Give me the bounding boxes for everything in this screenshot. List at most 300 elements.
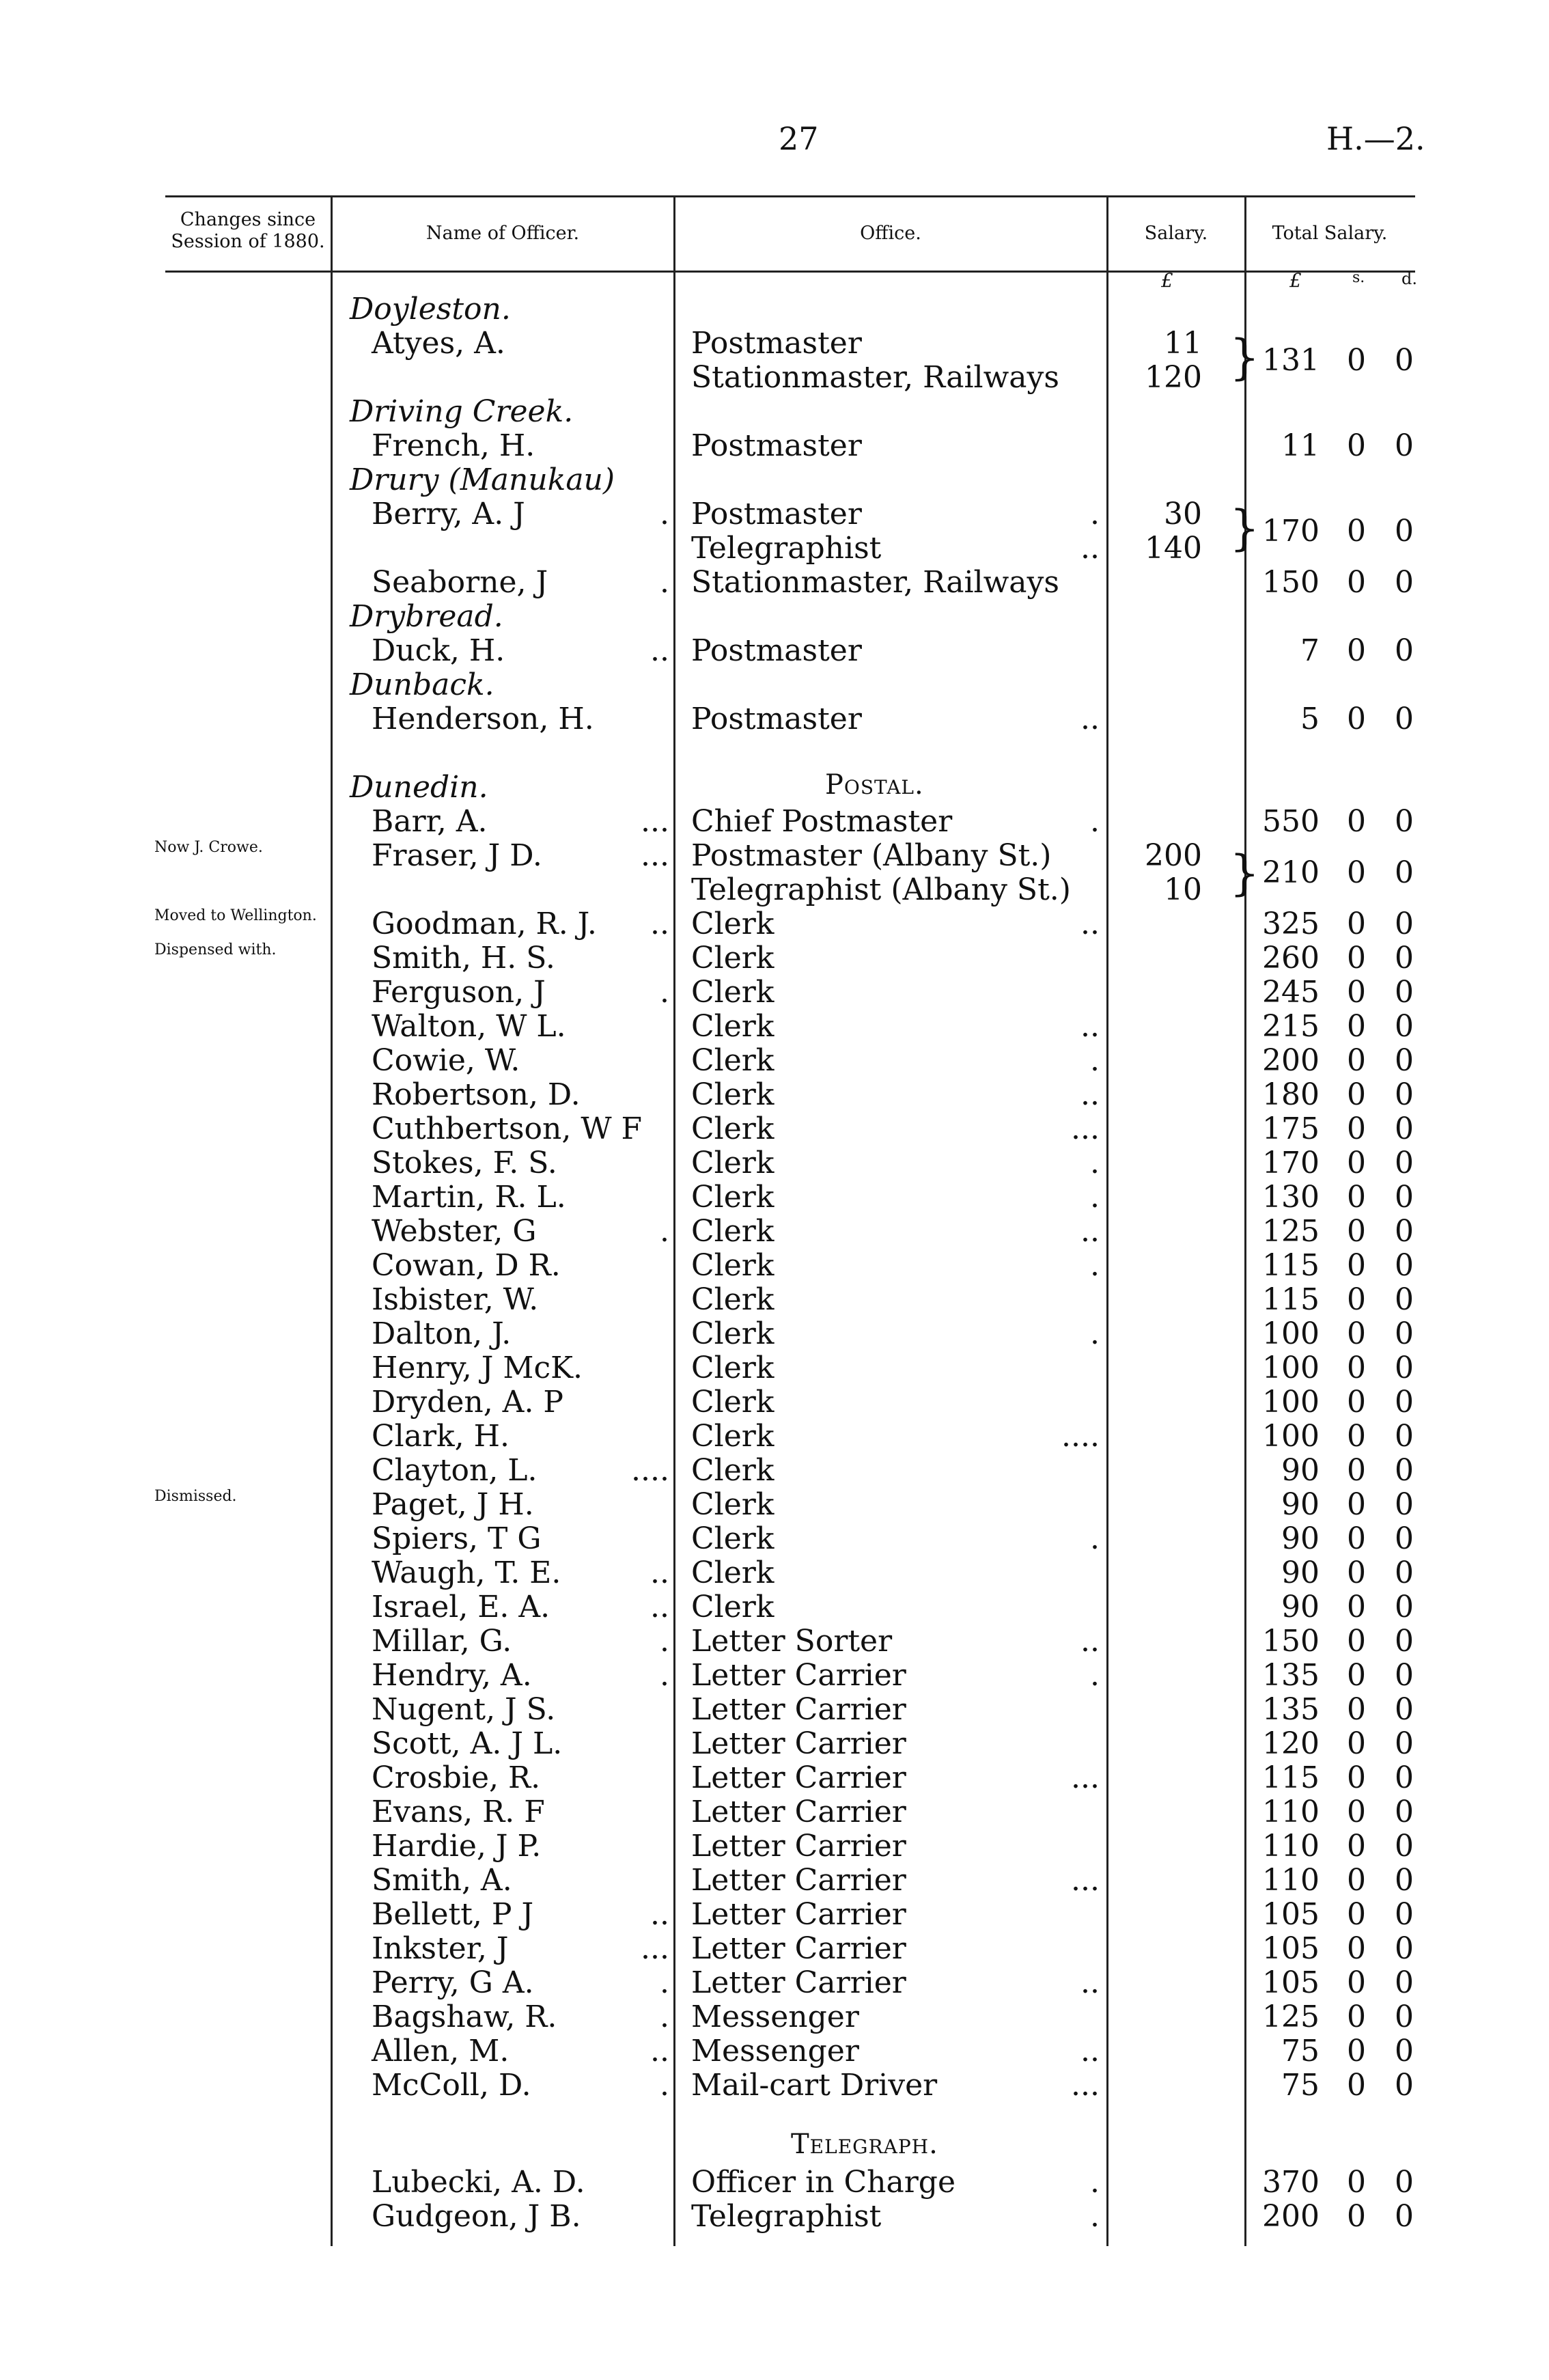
total-shillings: 0 [1347,1590,1366,1624]
total-shillings: 0 [1347,428,1366,463]
table-row [0,1966,1549,2000]
office-title: Clerk [691,1009,774,1044]
office-title: Letter Carrier [691,1829,906,1864]
office-title: Clerk [691,1248,774,1283]
total-pounds: 150 [1262,565,1320,600]
name-leader: .... [631,1453,669,1488]
officer-name: Dryden, A. P [372,1385,564,1420]
total-pounds: 100 [1262,1385,1320,1420]
office-leader: ... [1071,1760,1100,1795]
office-title: Letter Sorter [691,1624,893,1659]
total-shillings: 0 [1347,514,1366,549]
officer-name: Atyes, A. [372,326,505,361]
table-row [0,1112,1549,1146]
office-title: Clerk [691,1316,774,1351]
table-row [0,2068,1549,2103]
officer-name: Bellett, P J [372,1897,534,1932]
office-title: Postmaster [691,702,862,736]
total-pounds: 75 [1281,2068,1320,2103]
total-pounds: 215 [1262,1009,1320,1044]
office-title: Stationmaster, Railways [691,360,1059,395]
office-leader: . [1090,1043,1100,1078]
total-pounds: 105 [1262,1897,1320,1932]
header-bottom-rule [165,271,1415,273]
office-leader: .. [1080,1624,1100,1659]
total-pounds: 100 [1262,1316,1320,1351]
total-shillings: 0 [1347,2000,1366,2034]
office-leader: . [1090,1658,1100,1693]
office-title: Stationmaster, Railways [691,565,1059,600]
office-title: Clerk [691,975,774,1010]
total-pence: 0 [1395,1214,1414,1249]
name-leader: . [660,1624,669,1659]
office-title: Letter Carrier [691,1863,906,1898]
officer-name: Smith, H. S. [372,941,555,975]
total-pence: 0 [1395,1316,1414,1351]
total-shillings: 0 [1347,1658,1366,1693]
officer-name: Duck, H. [372,633,505,668]
office-leader: .. [1080,1077,1100,1112]
office-leader: .. [1080,1214,1100,1249]
total-shillings: 0 [1347,1760,1366,1795]
officer-name: Lubecki, A. D. [372,2165,585,2200]
total-pence: 0 [1395,907,1414,941]
total-pence: 0 [1395,804,1414,839]
total-pence: 0 [1395,1692,1414,1727]
officer-name: Barr, A. [372,804,488,839]
office-leader: .. [1080,702,1100,736]
total-shillings: 0 [1347,1521,1366,1556]
total-shillings: 0 [1347,907,1366,941]
total-pounds: 90 [1281,1453,1320,1488]
table-row [0,1454,1549,1488]
name-leader: . [660,2068,669,2103]
office-title: Clerk [691,1351,774,1385]
total-pence: 0 [1395,1863,1414,1898]
total-shillings: 0 [1347,975,1366,1010]
total-pounds: 131 [1262,343,1320,378]
table-row [0,2000,1549,2034]
office-title: Postmaster [691,497,862,531]
table-row [0,361,1549,395]
office-title: Letter Carrier [691,1726,906,1761]
total-shillings: 0 [1347,1214,1366,1249]
total-shillings: 0 [1347,1146,1366,1180]
total-pence: 0 [1395,1043,1414,1078]
total-shillings: 0 [1347,1931,1366,1966]
total-pounds: 200 [1262,2199,1320,2234]
total-pence: 0 [1395,1795,1414,1829]
salary-amount: 200 [1145,838,1202,873]
total-pounds: 150 [1262,1624,1320,1659]
table-row [0,1556,1549,1590]
office-title: Clerk [691,907,774,941]
total-pounds: 170 [1262,514,1320,549]
total-pence: 0 [1395,1931,1414,1966]
officer-name: Clark, H. [372,1419,510,1454]
table-row [0,1522,1549,1556]
total-shillings: 0 [1347,1692,1366,1727]
change-note: Dismissed. [154,1488,237,1505]
total-pence: 0 [1395,1351,1414,1385]
officer-name: McColl, D. [372,2068,531,2103]
total-pounds: 110 [1262,1863,1320,1898]
name-leader: . [660,1965,669,2000]
officer-name: Webster, G [372,1214,537,1249]
total-pounds: 115 [1262,1760,1320,1795]
header-total: Total Salary. [1272,223,1388,244]
office-leader: . [1090,2199,1100,2234]
table-row [0,1420,1549,1454]
officer-name: Isbister, W. [372,1282,539,1317]
office-title: Clerk [691,1419,774,1454]
total-pounds: 115 [1262,1282,1320,1317]
office-leader: .... [1061,1419,1100,1454]
total-pounds: 325 [1262,907,1320,941]
name-leader: . [660,1658,669,1693]
total-pounds: 245 [1262,975,1320,1010]
salary-amount: 11 [1164,326,1202,361]
office-leader: .. [1080,1009,1100,1044]
officer-name: Ferguson, J [372,975,546,1010]
unit-total-pounds: £ [1289,269,1302,292]
total-shillings: 0 [1347,1863,1366,1898]
office-title: Clerk [691,1282,774,1317]
total-shillings: 0 [1347,1726,1366,1761]
officer-name: Stokes, F. S. [372,1146,557,1180]
office-title: Postmaster [691,633,862,668]
total-pounds: 110 [1262,1829,1320,1864]
office-leader: . [1090,1521,1100,1556]
header-changes: Changes since Session of 1880. [171,209,325,253]
total-pounds: 170 [1262,1146,1320,1180]
officer-name: Fraser, J D. [372,838,542,873]
officer-name: Nugent, J S. [372,1692,556,1727]
change-note: Dispensed with. [154,941,277,958]
total-pounds: 90 [1281,1590,1320,1624]
office-title: Letter Carrier [691,1760,906,1795]
name-leader: . [660,975,669,1010]
officer-name: Hendry, A. [372,1658,532,1693]
place-heading [0,771,1549,805]
officer-name: Spiers, T G [372,1521,542,1556]
total-pence: 0 [1395,2068,1414,2103]
name-leader: ... [641,804,669,839]
total-pounds: 135 [1262,1658,1320,1693]
total-pounds: 120 [1262,1726,1320,1761]
total-pence: 0 [1395,343,1414,378]
total-pence: 0 [1395,1521,1414,1556]
officer-name: Cowan, D R. [372,1248,561,1283]
total-shillings: 0 [1347,1043,1366,1078]
table-row [0,1180,1549,1215]
salary-brace: } [1229,329,1260,385]
officer-name: Walton, W L. [372,1009,566,1044]
officer-name: French, H. [372,428,535,463]
total-pence: 0 [1395,1658,1414,1693]
table-row [0,1044,1549,1078]
salary-brace: } [1229,500,1260,556]
total-pounds: 180 [1262,1077,1320,1112]
table-row [0,531,1549,566]
table-row [0,566,1549,600]
total-shillings: 0 [1347,565,1366,600]
place-name: Dunback. [350,667,494,702]
header-salary: Salary. [1144,223,1208,244]
name-leader: .. [650,1897,669,1932]
total-pounds: 175 [1262,1111,1320,1146]
office-leader: ... [1071,1111,1100,1146]
total-pence: 0 [1395,1453,1414,1488]
office-leader: . [1090,1180,1100,1215]
name-leader: ... [641,1931,669,1966]
total-pounds: 105 [1262,1965,1320,2000]
office-title: Chief Postmaster [691,804,953,839]
page-reference: H.—2. [1326,120,1425,157]
total-pence: 0 [1395,1965,1414,2000]
total-pence: 0 [1395,1555,1414,1590]
name-leader: . [660,565,669,600]
name-leader: .. [650,1555,669,1590]
name-leader: .. [650,633,669,668]
office-title: Clerk [691,1555,774,1590]
section-title-postal: Postal. [825,769,924,801]
total-pounds: 110 [1262,1795,1320,1829]
table-row [0,702,1549,736]
total-pence: 0 [1395,855,1414,890]
office-title: Clerk [691,1214,774,1249]
office-title: Letter Carrier [691,1897,906,1932]
change-note: Now J. Crowe. [154,839,263,856]
table-row [0,1727,1549,1761]
office-leader: ... [1071,2068,1100,2103]
total-shillings: 0 [1347,1180,1366,1215]
total-shillings: 0 [1347,1795,1366,1829]
office-leader: .. [1080,531,1100,566]
table-row [0,873,1549,907]
total-shillings: 0 [1347,702,1366,736]
total-pounds: 11 [1281,428,1320,463]
page-number: 27 [779,120,819,157]
office-title: Postmaster (Albany St.) [691,838,1052,873]
place-heading [0,600,1549,634]
total-pounds: 260 [1262,941,1320,975]
table-row [0,907,1549,941]
office-title: Clerk [691,1043,774,1078]
office-leader: ... [1071,1863,1100,1898]
officer-name: Seaborne, J [372,565,548,600]
total-pence: 0 [1395,1590,1414,1624]
officer-name: Clayton, L. [372,1453,538,1488]
total-pence: 0 [1395,2165,1414,2200]
place-heading [0,395,1549,429]
office-title: Clerk [691,1385,774,1420]
office-title: Letter Carrier [691,1931,906,1966]
table-row [0,1659,1549,1693]
officer-name: Berry, A. J [372,497,525,531]
office-title: Postmaster [691,326,862,361]
total-pence: 0 [1395,1624,1414,1659]
total-pence: 0 [1395,1829,1414,1864]
officer-name: Cowie, W. [372,1043,520,1078]
office-title: Letter Carrier [691,1692,906,1727]
office-title: Clerk [691,1590,774,1624]
table-row [0,429,1549,463]
office-title: Letter Carrier [691,1658,906,1693]
total-pounds: 75 [1281,2034,1320,2068]
total-shillings: 0 [1347,1077,1366,1112]
total-shillings: 0 [1347,1897,1366,1932]
total-pounds: 125 [1262,2000,1320,2034]
officer-name: Gudgeon, J B. [372,2199,581,2234]
total-pounds: 5 [1300,702,1320,736]
office-title: Clerk [691,1453,774,1488]
table-row [0,1351,1549,1385]
officer-name: Perry, G A. [372,1965,534,2000]
total-pounds: 210 [1262,855,1320,890]
table-row [0,1283,1549,1317]
total-pence: 0 [1395,1897,1414,1932]
salary-amount: 140 [1145,531,1202,566]
office-leader: . [1090,1316,1100,1351]
table-row [0,1215,1549,1249]
table-row [0,1795,1549,1829]
total-pounds: 370 [1262,2165,1320,2200]
total-shillings: 0 [1347,855,1366,890]
table-row [0,2200,1549,2234]
office-title: Clerk [691,1487,774,1522]
office-leader: . [1090,804,1100,839]
unit-salary-pounds: £ [1161,269,1173,292]
officer-name: Crosbie, R. [372,1760,541,1795]
total-pence: 0 [1395,2000,1414,2034]
total-pence: 0 [1395,1282,1414,1317]
officer-name: Allen, M. [372,2034,510,2068]
table-row [0,975,1549,1010]
officer-name: Inkster, J [372,1931,509,1966]
unit-total-pence: d. [1401,269,1417,288]
officer-name: Smith, A. [372,1863,512,1898]
total-pence: 0 [1395,702,1414,736]
officer-name: Henderson, H. [372,702,594,736]
table-row [0,2034,1549,2068]
total-shillings: 0 [1347,1351,1366,1385]
salary-amount: 120 [1145,360,1202,395]
total-shillings: 0 [1347,1282,1366,1317]
office-title: Letter Carrier [691,1965,906,2000]
table-row [0,1317,1549,1351]
total-shillings: 0 [1347,1555,1366,1590]
total-pence: 0 [1395,1419,1414,1454]
total-pence: 0 [1395,1487,1414,1522]
name-leader: . [660,497,669,531]
table-row [0,1590,1549,1624]
table-row [0,1761,1549,1795]
office-title: Clerk [691,1077,774,1112]
table-row [0,1829,1549,1864]
place-name: Drybread. [350,599,503,634]
officer-name: Israel, E. A. [372,1590,550,1624]
office-title: Telegraphist (Albany St.) [691,872,1071,907]
total-pence: 0 [1395,1760,1414,1795]
total-pence: 0 [1395,2199,1414,2234]
total-shillings: 0 [1347,633,1366,668]
total-pounds: 90 [1281,1555,1320,1590]
total-pence: 0 [1395,514,1414,549]
officer-name: Dalton, J. [372,1316,512,1351]
total-shillings: 0 [1347,343,1366,378]
total-shillings: 0 [1347,1009,1366,1044]
total-shillings: 0 [1347,941,1366,975]
office-title: Clerk [691,1146,774,1180]
total-pence: 0 [1395,428,1414,463]
table-row [0,1010,1549,1044]
total-pence: 0 [1395,975,1414,1010]
officer-name: Scott, A. J L. [372,1726,563,1761]
officer-name: Cuthbertson, W F [372,1111,643,1146]
total-pounds: 105 [1262,1931,1320,1966]
total-pence: 0 [1395,1180,1414,1215]
total-pence: 0 [1395,1248,1414,1283]
table-row [0,805,1549,839]
place-name: Drury (Manukau) [350,462,615,497]
officer-name: Martin, R. L. [372,1180,566,1215]
total-shillings: 0 [1347,1965,1366,2000]
total-pence: 0 [1395,1009,1414,1044]
salary-amount: 10 [1164,872,1202,907]
office-title: Clerk [691,1111,774,1146]
officer-name: Evans, R. F [372,1795,545,1829]
table-row [0,1624,1549,1659]
officer-name: Bagshaw, R. [372,2000,557,2034]
name-leader: . [660,2000,669,2034]
unit-total-shillings: s. [1352,269,1365,286]
table-row [0,1932,1549,1966]
office-title: Clerk [691,941,774,975]
header-name: Name of Officer. [425,223,580,244]
table-row [0,2165,1549,2200]
table-row [0,1693,1549,1727]
total-pence: 0 [1395,941,1414,975]
total-shillings: 0 [1347,1248,1366,1283]
office-title: Messenger [691,2000,859,2034]
total-pounds: 115 [1262,1248,1320,1283]
total-shillings: 0 [1347,2165,1366,2200]
total-pence: 0 [1395,2034,1414,2068]
total-shillings: 0 [1347,1419,1366,1454]
officer-name: Robertson, D. [372,1077,581,1112]
table-row [0,1385,1549,1420]
office-leader: . [1090,497,1100,531]
office-title: Clerk [691,1180,774,1215]
office-title: Officer in Charge [691,2165,955,2200]
total-pence: 0 [1395,1111,1414,1146]
total-pounds: 100 [1262,1351,1320,1385]
place-name: Doyleston. [350,292,511,327]
officer-name: Millar, G. [372,1624,512,1659]
place-heading [0,463,1549,497]
table-row [0,1488,1549,1522]
total-pounds: 125 [1262,1214,1320,1249]
officer-name: Goodman, R. J. [372,907,597,941]
total-pounds: 130 [1262,1180,1320,1215]
total-shillings: 0 [1347,1624,1366,1659]
change-note: Moved to Wellington. [154,907,317,924]
place-heading [0,292,1549,327]
header-office: Office. [860,223,921,244]
total-pounds: 7 [1300,633,1320,668]
office-leader: . [1090,1146,1100,1180]
